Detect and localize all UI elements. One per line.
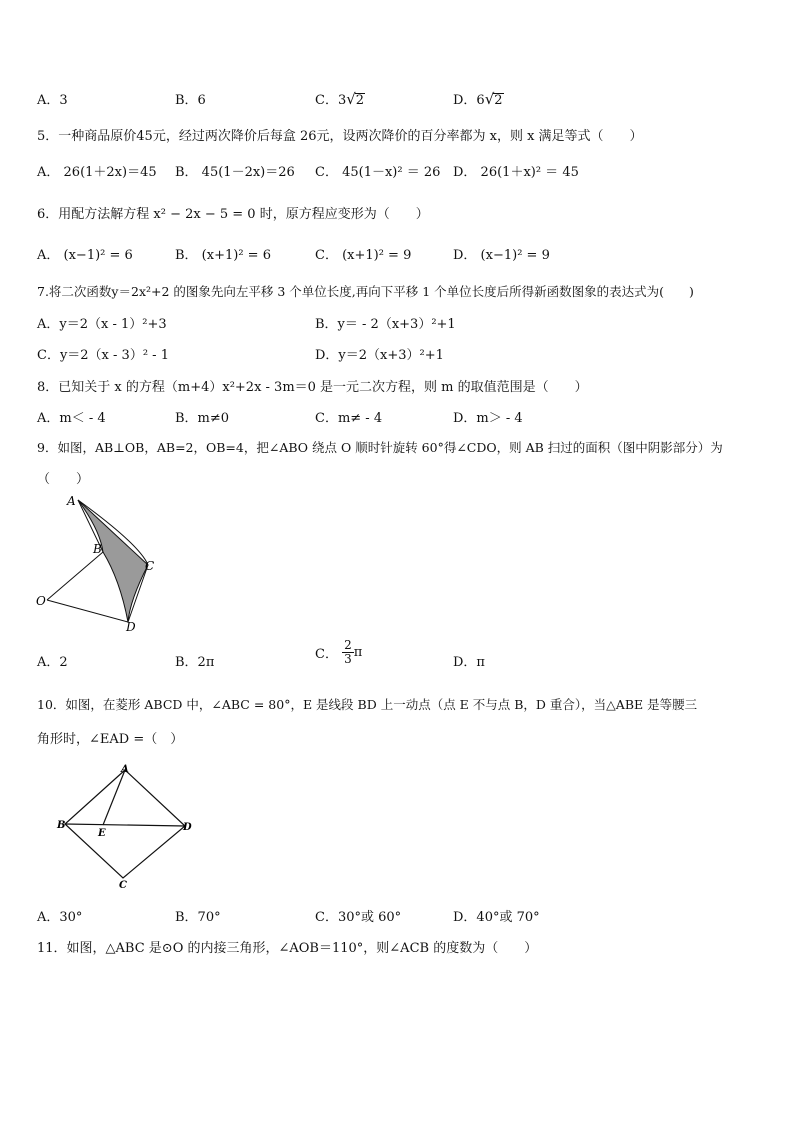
q9-label-d: D (126, 620, 136, 634)
q7-stem: 7.将二次函数y＝2x²+2 的图象先向左平移 3 个单位长度,再向下平移 1 个单位长度后所得新函数图象的表达式为( ) (37, 284, 694, 299)
q9-seg-ob (47, 552, 103, 600)
q9-stem-line1: 9．如图，AB⊥OB，AB=2，OB=4，把∠ABO 绕点 O 顺时针旋转 60°得∠CDO，则 AB 扫过的面积（图中阴影部分）为 (37, 440, 723, 455)
q6-option-c: C． (x+1)² = 9 (315, 248, 412, 263)
q10-stem-line2: 角形时，∠EAD =（ ） (37, 732, 184, 747)
q4-option-a: A．3 (37, 93, 68, 108)
q6-option-d: D． (x−1)² = 9 (453, 248, 550, 263)
q9-option-d: D．π (453, 655, 485, 670)
q6-option-a: A． (x−1)² = 6 (37, 248, 133, 263)
q7-option-b: B．y＝ - 2（x+3）²+1 (315, 317, 456, 332)
q10-seg-ae (103, 770, 125, 825)
q10-label-d: D (183, 822, 192, 833)
q10-figure (55, 760, 205, 890)
q10-option-c: C．30°或 60° (315, 910, 402, 925)
q9-option-a: A．2 (37, 655, 68, 670)
q10-label-b: B (57, 820, 66, 831)
q8-option-c: C．m≠ - 4 (315, 411, 383, 426)
q10-label-e: E (98, 828, 106, 839)
q4-option-c: C．3√2 (315, 90, 365, 108)
q7-option-a: A．y＝2（x - 1）²+3 (37, 317, 167, 332)
q9-label-b: B (93, 542, 102, 556)
q9-stem-line2: （ ） (37, 472, 90, 487)
q4-option-d: D．6√2 (453, 90, 503, 108)
q10-label-a: A (121, 764, 129, 775)
q11-stem: 11．如图，△ABC 是⊙O 的内接三角形，∠AOB＝110°，则∠ACB 的度数为（ ） (37, 941, 538, 956)
q8-option-b: B．m≠0 (175, 411, 230, 426)
q7-option-d: D．y＝2（x+3）²+1 (315, 348, 444, 363)
q9-label-c: C (145, 559, 155, 573)
q9-shaded-region (78, 500, 148, 622)
q5-option-d: D． 26(1＋x)² ＝ 45 (453, 165, 579, 180)
q9-option-c: C． $\frac{2}{3}$ π (315, 638, 363, 666)
q10-seg-bd (65, 824, 185, 826)
q6-option-b: B． (x+1)² = 6 (175, 248, 271, 263)
q5-option-c: C． 45(1－x)² ＝ 26 (315, 165, 441, 180)
q9-seg-od (47, 600, 128, 622)
q10-label-c: C (119, 880, 127, 890)
q8-stem: 8．已知关于 x 的方程（m+4）x²+2x - 3m＝0 是一元二次方程，则 m 的取值范围是（ ） (37, 380, 588, 395)
q8-option-d: D．m＞ - 4 (453, 411, 523, 426)
q9-figure (30, 490, 170, 640)
sqrt-radicand: 2 (494, 93, 503, 108)
q8-option-a: A．m＜ - 4 (37, 411, 106, 426)
q5-option-b: B． 45(1－2x)＝26 (175, 165, 295, 180)
q10-option-d: D．40°或 70° (453, 910, 540, 925)
q10-stem-line1: 10．如图，在菱形 ABCD 中，∠ABC = 80°，E 是线段 BD 上一动点（点 E 不与点 B，D 重合），当△ABE 是等腰三 (37, 697, 698, 712)
q5-stem: 5．一种商品原价45元，经过两次降价后每盒 26元，设两次降价的百分率都为 x，则 x 满足等式（ ） (37, 129, 643, 144)
q7-option-c: C．y＝2（x - 3）² - 1 (37, 348, 169, 363)
q9-option-b: B．2π (175, 655, 215, 670)
q9-label-a: A (67, 494, 76, 508)
q6-stem: 6．用配方法解方程 x² − 2x − 5 = 0 时，原方程应变形为（ ） (37, 207, 429, 222)
q10-option-b: B．70° (175, 910, 221, 925)
q5-option-a: A． 26(1＋2x)＝45 (37, 165, 157, 180)
q10-option-a: A．30° (37, 910, 83, 925)
fraction: $\frac{2}{3}$ (344, 638, 352, 666)
sqrt-radicand: 2 (355, 93, 365, 108)
q9-seg-oa (47, 500, 78, 600)
q9-label-o: O (36, 594, 46, 608)
q4-option-b: B．6 (175, 93, 206, 108)
